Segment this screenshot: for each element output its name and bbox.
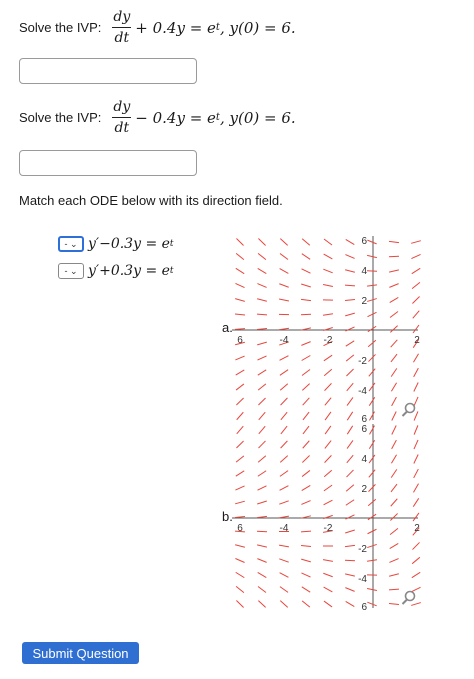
direction-segment bbox=[345, 313, 355, 316]
direction-segment bbox=[236, 384, 244, 390]
direction-segment bbox=[280, 601, 287, 608]
direction-segment bbox=[370, 426, 375, 435]
direction-segment bbox=[323, 284, 333, 286]
direction-segment bbox=[235, 545, 245, 548]
direction-segment bbox=[367, 544, 377, 547]
direction-segment bbox=[390, 514, 397, 521]
direction-segment bbox=[235, 299, 245, 302]
direction-segment bbox=[257, 299, 267, 301]
direction-segment bbox=[280, 269, 289, 274]
y-tick-label: 4 bbox=[361, 454, 367, 465]
direction-segment bbox=[367, 285, 377, 286]
direction-segment bbox=[281, 441, 288, 448]
direction-segment bbox=[280, 239, 287, 246]
direction-segment bbox=[369, 440, 374, 448]
direction-segment bbox=[368, 326, 376, 332]
direction-segment bbox=[281, 412, 287, 420]
direction-segment bbox=[302, 456, 309, 463]
direction-segment bbox=[389, 559, 398, 563]
direction-segment bbox=[346, 239, 355, 244]
ode-label-2: y′+0.3y = e bbox=[88, 263, 170, 279]
direction-segment bbox=[258, 456, 266, 462]
direction-segment bbox=[279, 284, 288, 288]
direction-segment bbox=[414, 368, 419, 377]
direction-segment bbox=[235, 356, 244, 360]
direction-segment bbox=[345, 299, 355, 300]
x-tick-label: -4 bbox=[279, 335, 289, 346]
direction-segment bbox=[257, 501, 267, 504]
chevron-down-icon: ⌄ bbox=[69, 238, 78, 249]
direction-segment bbox=[258, 441, 265, 448]
direction-segment bbox=[368, 529, 377, 534]
direction-segment bbox=[367, 312, 376, 316]
direction-segment bbox=[236, 456, 244, 462]
y-tick-label: 6 bbox=[361, 424, 367, 435]
direction-segment bbox=[389, 589, 399, 590]
y-tick-label: -2 bbox=[358, 356, 367, 367]
direction-segment bbox=[236, 268, 244, 273]
direction-segment bbox=[302, 369, 310, 375]
x-tick-label: -2 bbox=[323, 335, 333, 346]
direction-segment bbox=[414, 383, 418, 392]
direction-segment bbox=[236, 398, 243, 405]
direction-segment bbox=[236, 586, 244, 592]
direction-segment bbox=[236, 601, 243, 608]
direction-segment bbox=[257, 559, 266, 563]
direction-segment bbox=[346, 355, 354, 361]
direction-segment bbox=[325, 398, 331, 406]
direction-segment bbox=[390, 326, 397, 333]
direction-segment bbox=[345, 270, 355, 272]
y-tick-label: -4 bbox=[358, 574, 367, 585]
y-tick-label: 4 bbox=[361, 266, 367, 277]
direction-segment bbox=[257, 328, 267, 329]
direction-segment bbox=[280, 384, 288, 391]
initial-condition: , y(0) = 6. bbox=[219, 108, 296, 127]
direction-segment bbox=[367, 560, 377, 561]
direction-segment bbox=[302, 254, 310, 260]
direction-segment bbox=[258, 268, 267, 273]
direction-segment bbox=[390, 311, 398, 317]
derivative-fraction: $\frac{dy}{dt}$ bbox=[113, 9, 131, 46]
zoom-icon[interactable] bbox=[401, 590, 417, 606]
direction-segment bbox=[345, 530, 355, 533]
direction-segment bbox=[391, 484, 397, 492]
x-tick-label: -2 bbox=[323, 523, 333, 534]
direction-segment bbox=[235, 283, 244, 287]
initial-condition: , y(0) = 6. bbox=[219, 18, 296, 37]
direction-segment bbox=[258, 471, 266, 477]
direction-segment bbox=[303, 398, 310, 405]
direction-segment bbox=[324, 254, 333, 259]
direction-segment bbox=[367, 255, 377, 257]
direction-segment bbox=[258, 370, 266, 375]
field-b-label: b. bbox=[222, 509, 233, 524]
direction-segment bbox=[323, 560, 333, 562]
direction-segment bbox=[258, 586, 266, 592]
direction-segment bbox=[392, 412, 396, 421]
direction-segment bbox=[257, 516, 267, 517]
question-2-prefix: Solve the IVP: bbox=[19, 110, 102, 125]
direction-segment bbox=[323, 314, 333, 315]
x-tick-label: 6 bbox=[237, 523, 243, 534]
direction-segment bbox=[301, 531, 311, 532]
direction-segment bbox=[392, 440, 397, 449]
y-tick-label: -4 bbox=[358, 386, 367, 397]
direction-segment bbox=[392, 426, 396, 435]
field-a-label: a. bbox=[222, 320, 233, 335]
question-2 bbox=[19, 100, 296, 135]
direction-segment bbox=[414, 454, 418, 463]
direction-segment bbox=[258, 253, 266, 259]
direction-segment bbox=[323, 269, 332, 273]
direction-segment bbox=[346, 601, 355, 606]
direction-segment bbox=[235, 517, 245, 518]
direction-segment bbox=[258, 486, 267, 490]
direction-segment bbox=[368, 499, 376, 506]
direction-segment bbox=[258, 398, 265, 405]
direction-segment bbox=[345, 574, 355, 576]
direction-segment bbox=[258, 601, 265, 608]
direction-segment bbox=[303, 441, 310, 449]
direction-field-b bbox=[232, 424, 420, 613]
direction-segment bbox=[280, 587, 288, 593]
direction-segment bbox=[347, 397, 353, 405]
direction-segment bbox=[412, 572, 420, 577]
direction-segment bbox=[279, 299, 289, 301]
x-tick-label: -4 bbox=[279, 523, 289, 534]
question-1-prefix: Solve the IVP: bbox=[19, 20, 102, 35]
direction-segment bbox=[324, 369, 332, 375]
direction-segment bbox=[259, 426, 265, 434]
direction-segment bbox=[302, 470, 310, 476]
direction-segment bbox=[389, 574, 399, 576]
direction-segment bbox=[302, 587, 310, 592]
direction-segment bbox=[413, 354, 418, 363]
match-select-1[interactable]: - ⌄ bbox=[58, 236, 84, 252]
direction-segment bbox=[235, 501, 245, 504]
direction-segment bbox=[391, 354, 397, 362]
direction-segment bbox=[302, 355, 311, 360]
answer-input-1[interactable] bbox=[19, 58, 197, 84]
direction-segment bbox=[258, 572, 267, 577]
direction-segment bbox=[281, 398, 288, 405]
direction-segment bbox=[369, 470, 375, 478]
direction-segment bbox=[413, 311, 420, 319]
direction-segment bbox=[346, 341, 354, 346]
y-tick-label: 2 bbox=[361, 484, 367, 495]
direction-segment bbox=[412, 557, 420, 563]
direction-segment bbox=[347, 455, 353, 463]
direction-segment bbox=[280, 486, 289, 491]
ode-label-1: y′−0.3y = e bbox=[88, 236, 170, 252]
match-row-1: - ⌄ y′−0.3y = e t bbox=[58, 236, 174, 252]
direction-segment bbox=[302, 485, 311, 490]
direction-segment bbox=[236, 572, 245, 577]
direction-segment bbox=[369, 383, 375, 391]
direction-segment bbox=[368, 340, 376, 346]
direction-segment bbox=[301, 559, 311, 562]
direction-segment bbox=[235, 558, 244, 562]
direction-segment bbox=[411, 254, 420, 258]
direction-segment bbox=[302, 384, 309, 391]
direction-segment bbox=[367, 602, 376, 606]
direction-segment bbox=[236, 441, 243, 448]
direction-segment bbox=[235, 314, 245, 315]
direction-segment bbox=[280, 573, 289, 578]
direction-segment bbox=[346, 515, 355, 519]
direction-segment bbox=[237, 426, 244, 434]
direction-segment bbox=[345, 255, 354, 259]
direction-segment bbox=[390, 297, 399, 302]
question-1 bbox=[19, 10, 296, 45]
direction-segment bbox=[280, 370, 288, 376]
direction-segment bbox=[368, 354, 375, 361]
direction-segment bbox=[412, 542, 419, 549]
zoom-icon[interactable] bbox=[401, 402, 417, 418]
direction-segment bbox=[345, 588, 354, 592]
direction-segment bbox=[412, 296, 419, 303]
direction-segment bbox=[345, 545, 355, 546]
direction-segment bbox=[301, 573, 310, 577]
answer-input-2[interactable] bbox=[19, 150, 197, 176]
direction-segment bbox=[367, 271, 377, 272]
direction-segment bbox=[324, 601, 332, 607]
direction-segment bbox=[347, 412, 352, 420]
direction-segment bbox=[413, 498, 418, 506]
direction-segment bbox=[324, 485, 332, 491]
direction-segment bbox=[412, 282, 420, 288]
direction-segment bbox=[301, 342, 310, 346]
direction-segment bbox=[391, 383, 396, 392]
direction-segment bbox=[345, 285, 355, 286]
direction-segment bbox=[367, 299, 377, 302]
equation-exponent: t bbox=[215, 22, 220, 33]
direction-segment bbox=[301, 284, 311, 287]
direction-segment bbox=[281, 426, 287, 434]
direction-segment bbox=[302, 239, 310, 245]
direction-segment bbox=[413, 513, 419, 521]
direction-segment bbox=[257, 284, 266, 288]
direction-segment bbox=[346, 470, 353, 477]
match-select-2[interactable]: - ⌄ bbox=[58, 263, 84, 279]
x-tick-label: 2 bbox=[414, 335, 420, 346]
direction-segment bbox=[237, 412, 244, 420]
equation-rest: − 0.4y = e bbox=[135, 108, 216, 127]
direction-segment bbox=[391, 368, 397, 376]
direction-segment bbox=[303, 412, 309, 420]
derivative-fraction: $\frac{dy}{dt}$ bbox=[113, 99, 131, 136]
direction-segment bbox=[346, 369, 353, 376]
direction-segment bbox=[325, 455, 332, 462]
direction-segment bbox=[412, 268, 420, 273]
direction-segment bbox=[324, 355, 332, 361]
direction-segment bbox=[347, 426, 352, 434]
direction-segment bbox=[367, 588, 377, 590]
direction-segment bbox=[347, 440, 353, 448]
direction-segment bbox=[390, 543, 399, 548]
direction-segment bbox=[323, 573, 332, 576]
direction-segment bbox=[413, 484, 418, 493]
direction-segment bbox=[368, 514, 376, 520]
direction-segment bbox=[346, 500, 354, 506]
direction-field-a bbox=[232, 236, 420, 425]
direction-segment bbox=[391, 340, 398, 347]
direction-segment bbox=[413, 325, 419, 333]
direction-segment bbox=[369, 397, 374, 405]
direction-segment bbox=[369, 484, 376, 491]
direction-segment bbox=[369, 369, 375, 377]
direction-segment bbox=[236, 238, 243, 245]
direction-segment bbox=[369, 412, 374, 421]
direction-segment bbox=[389, 284, 398, 288]
direction-segment bbox=[303, 426, 309, 434]
direction-segment bbox=[391, 455, 396, 464]
direction-segment bbox=[324, 239, 332, 245]
direction-segment bbox=[279, 559, 288, 562]
y-tick-label: -2 bbox=[358, 544, 367, 555]
chevron-down-icon: ⌄ bbox=[69, 265, 78, 276]
submit-question-button[interactable]: Submit Question bbox=[22, 642, 139, 664]
direction-segment bbox=[367, 240, 376, 244]
x-tick-label: 2 bbox=[414, 523, 420, 534]
y-tick-label: 6 bbox=[361, 236, 367, 247]
direction-segment bbox=[389, 270, 399, 272]
direction-segment bbox=[258, 384, 266, 390]
direction-segment bbox=[325, 412, 331, 420]
direction-segment bbox=[389, 256, 399, 257]
direction-segment bbox=[257, 314, 267, 315]
direction-segment bbox=[235, 486, 244, 490]
direction-segment bbox=[257, 356, 266, 360]
direction-segment bbox=[257, 545, 267, 547]
direction-segment bbox=[257, 342, 267, 345]
direction-segment bbox=[280, 356, 289, 361]
direction-segment bbox=[301, 501, 310, 505]
direction-segment bbox=[324, 500, 333, 505]
direction-segment bbox=[391, 469, 397, 477]
direction-segment bbox=[414, 425, 418, 434]
direction-segment bbox=[391, 499, 398, 507]
direction-segment bbox=[389, 603, 399, 604]
direction-segment bbox=[279, 545, 289, 547]
direction-segment bbox=[280, 254, 288, 260]
direction-segment bbox=[389, 241, 399, 242]
y-tick-label: 2 bbox=[361, 296, 367, 307]
direction-segment bbox=[325, 383, 332, 390]
direction-segment bbox=[325, 426, 331, 434]
direction-segment bbox=[259, 412, 265, 420]
matching-instruction: Match each ODE below with its direction field. bbox=[19, 193, 283, 208]
direction-segment bbox=[325, 441, 331, 449]
direction-segment bbox=[346, 485, 354, 491]
direction-segment bbox=[369, 455, 375, 463]
direction-segment bbox=[414, 469, 419, 478]
direction-segment bbox=[301, 299, 311, 300]
direction-segment bbox=[280, 471, 288, 477]
direction-segment bbox=[302, 601, 310, 607]
direction-segment bbox=[302, 269, 311, 273]
equation-rest: + 0.4y = e bbox=[135, 18, 216, 37]
direction-segment bbox=[347, 383, 353, 391]
match-row-2: - ⌄ y′+0.3y = e t bbox=[58, 263, 174, 279]
direction-segment bbox=[258, 239, 265, 246]
direction-segment bbox=[235, 329, 245, 330]
direction-segment bbox=[279, 501, 288, 504]
x-tick-label: 6 bbox=[237, 335, 243, 346]
equation-exponent: t bbox=[215, 112, 220, 123]
direction-segment bbox=[236, 370, 245, 375]
direction-segment bbox=[280, 456, 287, 463]
direction-segment bbox=[324, 587, 333, 592]
direction-segment bbox=[301, 545, 311, 546]
direction-segment bbox=[324, 470, 332, 477]
direction-segment bbox=[390, 528, 398, 534]
direction-segment bbox=[414, 440, 418, 449]
y-tick-label: 6 bbox=[361, 414, 367, 425]
direction-segment bbox=[411, 241, 421, 244]
direction-segment bbox=[236, 253, 244, 259]
y-tick-label: 6 bbox=[361, 602, 367, 613]
direction-segment bbox=[392, 397, 397, 406]
direction-segment bbox=[236, 471, 244, 476]
